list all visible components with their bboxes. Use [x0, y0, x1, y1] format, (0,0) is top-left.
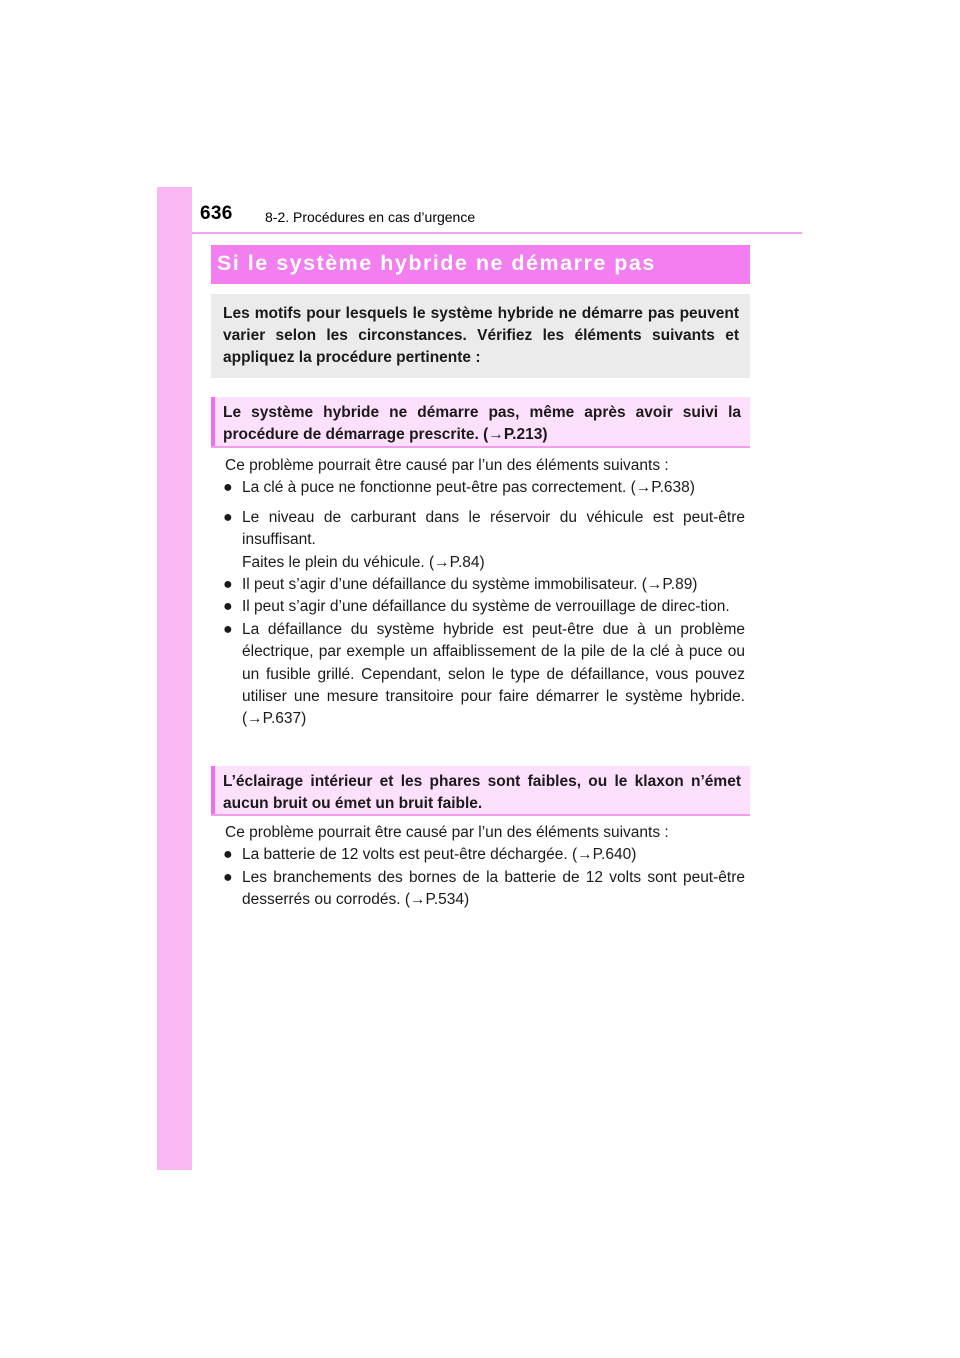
subsection-heading-2 [211, 766, 750, 816]
subsection-heading-1-text: Le système hybride ne démarre pas, même après avoir suivi la procédure de démarrage prescrite. (→P.213) [223, 404, 741, 443]
page-title: Si le système hybride ne démarre pas [217, 251, 656, 275]
subsection-heading-2-text: L’éclairage intérieur et les phares sont faibles, ou le klaxon n’émet aucun bruit ou émet un bruit faible. [223, 773, 741, 812]
bullet-followup: Faites le plein du véhicule. (→P.84) [242, 553, 485, 571]
bullet-item: ● Il peut s’agir d’une défaillance du système de verrouillage de direc-tion. [225, 596, 745, 618]
lead-text: Ce problème pourrait être causé par l’un des éléments suivants : [225, 824, 669, 841]
subsection-heading-1 [211, 397, 750, 448]
bullet-text: Le niveau de carburant dans le réservoir du véhicule est peut-être insuffisant. [242, 508, 745, 549]
intro-text: Les motifs pour lesquels le système hybride ne démarre pas peuvent varier selon les circonstances. Vérifiez les éléments suivants et appliquez la procédure pertinente : [223, 305, 739, 366]
page-number: 636 [200, 203, 233, 224]
bullet-item: ● Les branchements des bornes de la batterie de 12 volts sont peut-être desserrés ou corrodés. (→P.534) [225, 867, 745, 912]
lead-text: Ce problème pourrait être causé par l’un des éléments suivants : [225, 457, 669, 474]
bullet-item: ● Il peut s’agir d’une défaillance du système immobilisateur. (→P.89) [225, 574, 745, 596]
bullet-item [225, 507, 745, 574]
header-rule [192, 232, 802, 234]
bullet-item: ● La défaillance du système hybride est peut-être due à un problème électrique, par exemple un affaiblissement de la pile de la clé à puce ou un fusible grillé. Cependant, selon le type de défaillance, vous pouvez utiliser une mesure transitoire pour faire démarrer le système hybride. (→P.637) [225, 619, 745, 731]
subsection-body-1 [225, 455, 745, 731]
bullet-item: ● La clé à puce ne fonctionne peut-être pas correctement. (→P.638) [225, 477, 745, 499]
intro-box [211, 294, 750, 378]
page-title-bar [211, 245, 750, 284]
running-header: 8-2. Procédures en cas d’urgence [265, 209, 476, 225]
bullet-item: ● La batterie de 12 volts est peut-être déchargée. (→P.640) [225, 844, 745, 866]
subsection-body-2 [225, 822, 745, 912]
side-color-strip [157, 187, 192, 1170]
